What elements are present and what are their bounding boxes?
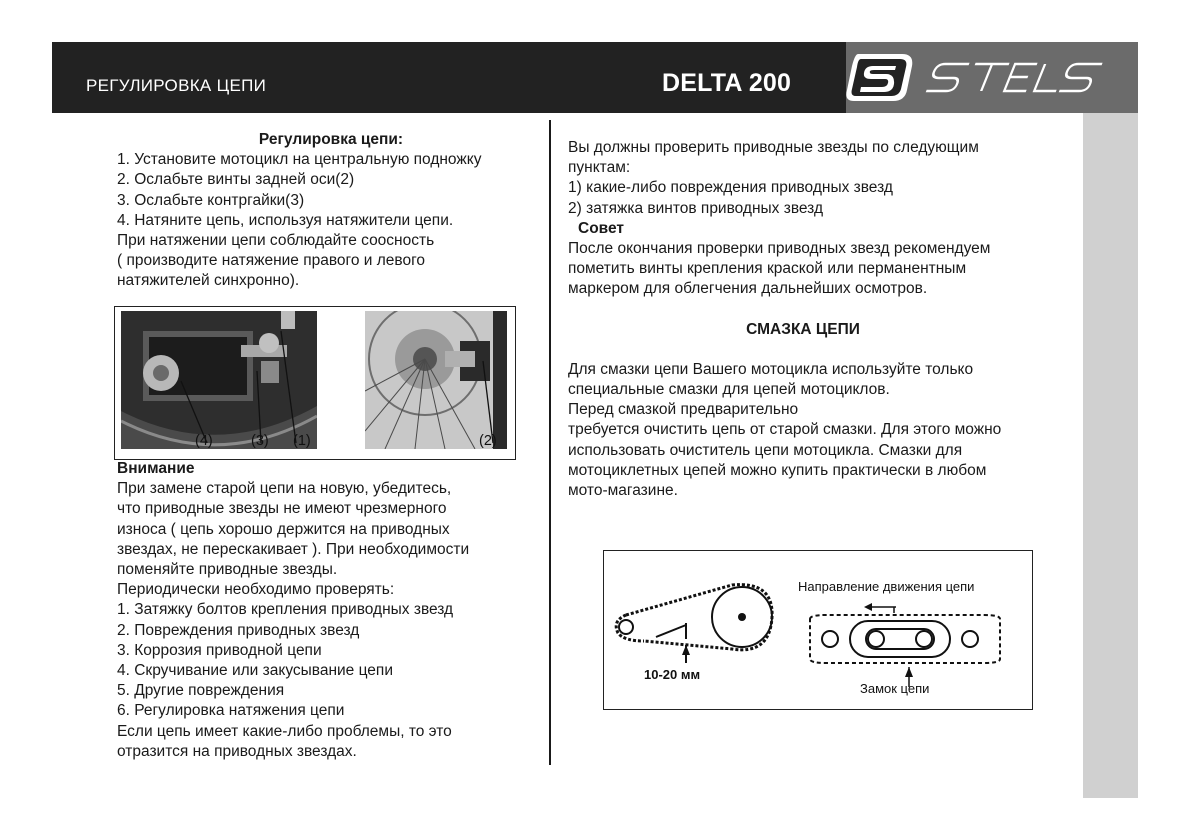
adjust-line: При натяжении цепи соблюдайте соосность xyxy=(117,232,435,250)
warning-line: 1. Затяжку болтов крепления приводных звезд xyxy=(117,601,454,619)
warning-section xyxy=(117,459,545,762)
check-line: Вы должны проверить приводные звезды по следующим xyxy=(568,139,979,156)
callout-1: (1) xyxy=(293,433,311,449)
check-line: 2) затяжка винтов приводных звезд xyxy=(568,199,823,217)
lube-line: использовать очиститель цепи мотоцикла. Смазки для xyxy=(568,441,963,459)
slack-label: 10-20 мм xyxy=(644,667,701,682)
warning-line: Периодически необходимо проверять: xyxy=(117,581,395,599)
lube-line: мотоциклетных цепей можно купить практически в любом xyxy=(568,461,987,479)
lube-title: СМАЗКА ЦЕПИ xyxy=(746,320,860,338)
warning-line: 2. Повреждения приводных звезд xyxy=(117,621,360,639)
lube-line: требуется очистить цепь от старой смазки. Для этого можно xyxy=(568,421,1002,439)
tip-title: Совет xyxy=(578,219,624,237)
check-line: 1) какие-либо повреждения приводных звезд xyxy=(568,179,893,197)
wheel-photo xyxy=(365,311,507,449)
adjust-line: 3. Ослабьте контргайки(3) xyxy=(117,191,305,209)
lube-line: специальные смазки для цепей мотоциклов. xyxy=(568,381,890,399)
warning-line: что приводные звезды не имеют чрезмерного xyxy=(117,500,447,518)
column-divider xyxy=(549,120,551,765)
chain-adjust-photos xyxy=(114,306,516,460)
adjust-title: Регулировка цепи: xyxy=(258,131,404,148)
chain-drive-drawing xyxy=(604,551,1032,709)
tip-line: После окончания проверки приводных звезд рекомендуем xyxy=(568,240,991,258)
warning-line: 4. Скручивание или закусывание цепи xyxy=(117,662,393,680)
header-model: DELTA 200 xyxy=(662,69,792,97)
tip-line: пометить винты крепления краской или перманентным xyxy=(568,260,967,278)
warning-line: отразится на приводных звездах. xyxy=(117,742,357,760)
callout-2: (2) xyxy=(479,433,497,449)
warning-line: Если цепь имеет какие-либо проблемы, то это xyxy=(117,722,452,740)
callout-4: (4) xyxy=(195,433,213,449)
lube-line: Для смазки цепи Вашего мотоцикла используйте только xyxy=(568,360,974,378)
page-header xyxy=(52,42,1138,113)
lube-line: мото-магазине. xyxy=(568,482,678,500)
warning-line: износа ( цепь хорошо держится на приводных xyxy=(117,520,450,538)
direction-label: Направление движения цепи xyxy=(798,579,975,594)
axle-photo xyxy=(121,311,317,449)
warning-line: При замене старой цепи на новую, убедитесь, xyxy=(117,480,452,498)
warning-line: 5. Другие повреждения xyxy=(117,682,285,700)
warning-line: 6. Регулировка натяжения цепи xyxy=(117,702,345,720)
warning-line: звездах, не перескакивает ). При необходимости xyxy=(117,540,470,558)
stels-logo xyxy=(846,42,1138,113)
callout-3: (3) xyxy=(251,433,269,449)
tip-line: маркером для облегчения дальнейших осмотров. xyxy=(568,280,928,298)
adjust-line: 1. Установите мотоцикл на центральную подножку xyxy=(117,151,482,169)
chain-diagram xyxy=(603,550,1033,710)
adjust-line: 4. Натяните цепь, используя натяжители цепи. xyxy=(117,211,454,229)
warning-line: поменяйте приводные звезды. xyxy=(117,561,338,579)
lube-line: Перед смазкой предварительно xyxy=(568,401,799,419)
left-column xyxy=(117,130,545,292)
header-title: РЕГУЛИРОВКА ЦЕПИ xyxy=(86,76,267,95)
side-strip xyxy=(1083,113,1138,798)
adjust-line: натяжителей синхронно). xyxy=(117,272,300,290)
warning-title: Внимание xyxy=(117,460,195,477)
brand-logo-box xyxy=(846,42,1138,113)
adjust-line: 2. Ослабьте винты задней оси(2) xyxy=(117,171,355,189)
right-column xyxy=(568,138,1078,501)
adjust-line: ( производите натяжение правого и левого xyxy=(117,252,426,270)
warning-line: 3. Коррозия приводной цепи xyxy=(117,641,322,659)
lock-label: Замок цепи xyxy=(860,681,930,696)
check-line: пунктам: xyxy=(568,159,631,177)
